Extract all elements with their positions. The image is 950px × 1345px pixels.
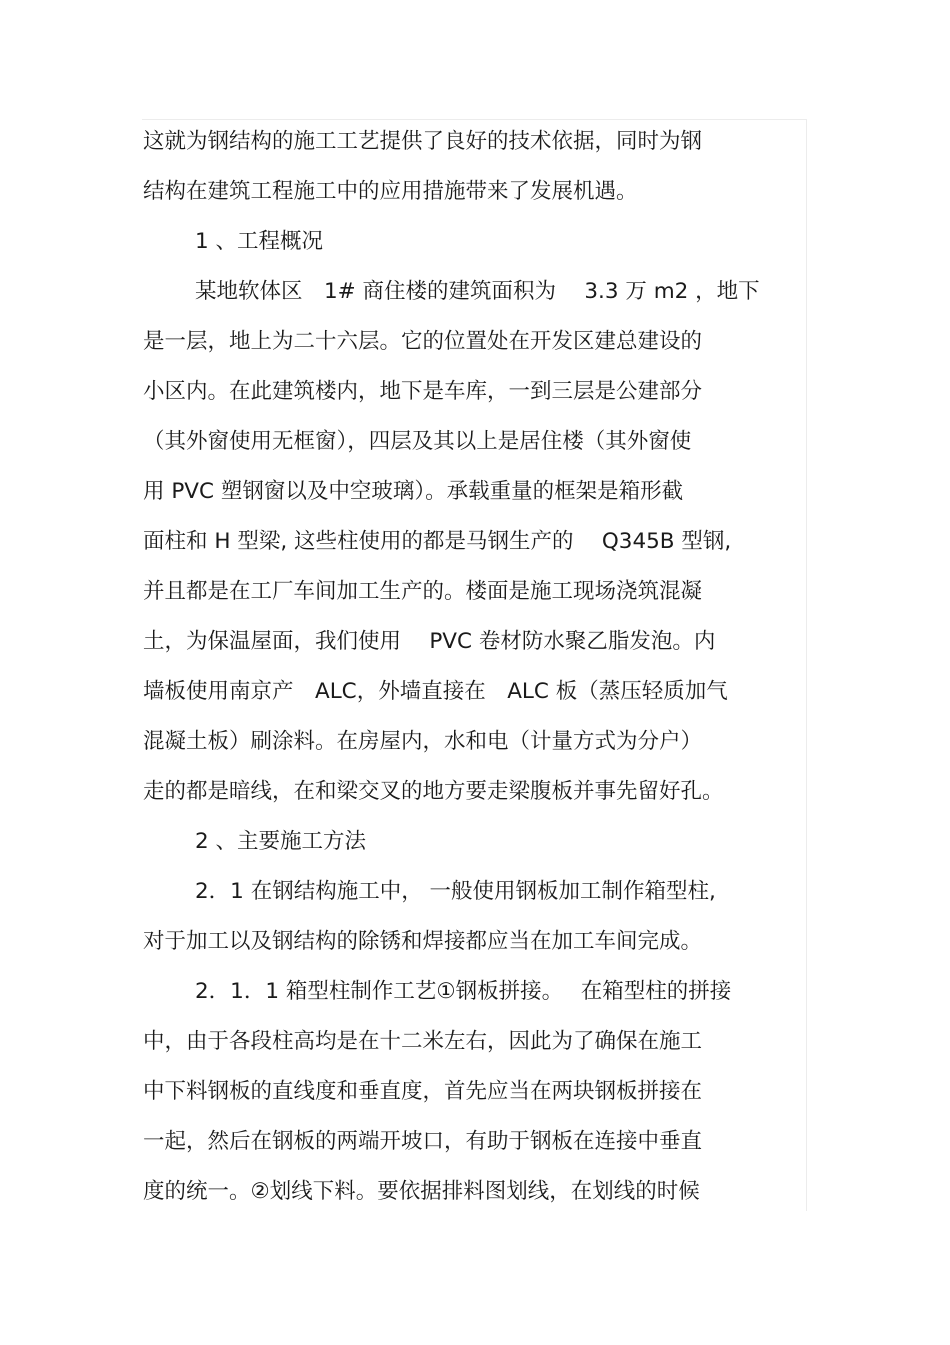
text-line: 一起，然后在钢板的两端开坡口，有助于钢板在连接中垂直 [143, 1129, 703, 1154]
text-line: 混凝土板）刷涂料。在房屋内，水和电（计量方式为分户） [143, 729, 703, 754]
text-line: 是一层，地上为二十六层。它的位置处在开发区建总建设的 [143, 329, 703, 354]
text-line: 中下料钢板的直线度和垂直度，首先应当在两块钢板拼接在 [143, 1079, 703, 1104]
text-line: 中，由于各段柱高均是在十二米左右，因此为了确保在施工 [143, 1029, 703, 1054]
text-line: 这就为钢结构的施工工艺提供了良好的技术依据，同时为钢 [143, 129, 703, 154]
subsection-line: 2．1．1 箱型柱制作工艺①钢板拼接。 在箱型柱的拼接 [195, 979, 732, 1004]
text-line: 并且都是在工厂车间加工生产的。楼面是施工现场浇筑混凝 [143, 579, 703, 604]
document-body [143, 117, 803, 1217]
text-line: （其外窗使用无框窗），四层及其以上是居住楼（其外窗使 [143, 429, 692, 454]
text-line: 土，为保温屋面，我们使用 PVC 卷材防水聚乙脂发泡。内 [143, 629, 716, 654]
text-line: 对于加工以及钢结构的除锈和焊接都应当在加工车间完成。 [143, 929, 703, 954]
text-line: 小区内。在此建筑楼内，地下是车库，一到三层是公建部分 [143, 379, 703, 404]
text-line: 走的都是暗线，在和梁交叉的地方要走梁腹板并事先留好孔。 [143, 779, 724, 804]
text-line: 用 PVC 塑钢窗以及中空玻璃）。承载重量的框架是箱形截 [143, 479, 684, 504]
section-heading: 2 、主要施工方法 [195, 829, 367, 854]
subsection-line: 2．1 在钢结构施工中， 一般使用钢板加工制作箱型柱, [195, 879, 716, 904]
text-line: 面柱和 H 型梁, 这些柱使用的都是马钢生产的 Q345B 型钢, [143, 529, 732, 554]
text-line: 度的统一。②划线下料。要依据排料图划线，在划线的时候 [143, 1179, 700, 1204]
text-line: 某地软体区 1# 商住楼的建筑面积为 3.3 万 m2 ，地下 [195, 279, 760, 304]
section-heading: 1 、工程概况 [195, 229, 324, 254]
text-line: 结构在建筑工程施工中的应用措施带来了发展机遇。 [143, 179, 638, 204]
text-line: 墙板使用南京产 ALC，外墙直接在 ALC 板（蒸压轻质加气 [143, 679, 728, 704]
